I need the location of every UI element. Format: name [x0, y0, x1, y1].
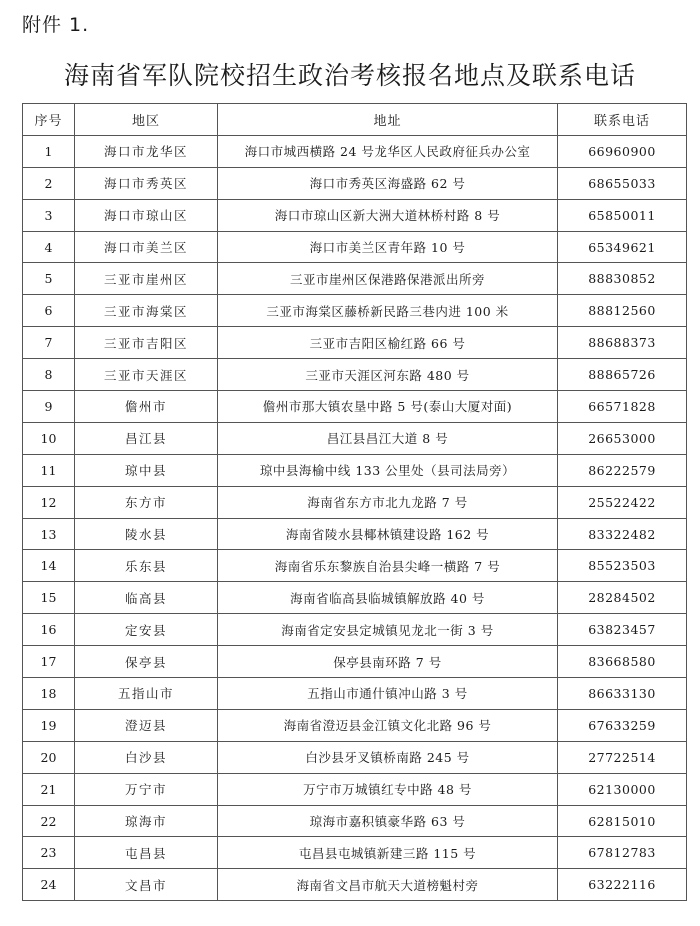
table-row [23, 327, 687, 359]
header-phone: 联系电话 [558, 104, 687, 136]
cell-region: 屯昌县 [75, 837, 218, 869]
cell-no: 23 [23, 837, 75, 869]
cell-address: 五指山市通什镇冲山路 3 号 [218, 678, 558, 710]
table-row [23, 614, 687, 646]
cell-phone: 62130000 [558, 773, 687, 805]
cell-no: 5 [23, 263, 75, 295]
cell-phone: 27722514 [558, 741, 687, 773]
cell-phone: 66571828 [558, 391, 687, 423]
cell-phone: 65850011 [558, 199, 687, 231]
cell-phone: 86633130 [558, 678, 687, 710]
table-row [23, 518, 687, 550]
cell-address: 儋州市那大镇农垦中路 5 号(泰山大厦对面) [218, 391, 558, 423]
cell-region: 保亭县 [75, 646, 218, 678]
cell-phone: 68655033 [558, 167, 687, 199]
cell-phone: 62815010 [558, 805, 687, 837]
cell-address: 海口市美兰区青年路 10 号 [218, 231, 558, 263]
table-row [23, 167, 687, 199]
cell-no: 9 [23, 391, 75, 423]
cell-no: 19 [23, 709, 75, 741]
cell-address: 海南省东方市北九龙路 7 号 [218, 486, 558, 518]
header-address: 地址 [218, 104, 558, 136]
cell-no: 16 [23, 614, 75, 646]
cell-address: 琼海市嘉积镇豪华路 63 号 [218, 805, 558, 837]
cell-address: 三亚市吉阳区榆红路 66 号 [218, 327, 558, 359]
cell-no: 20 [23, 741, 75, 773]
cell-address: 海南省定安县定城镇见龙北一街 3 号 [218, 614, 558, 646]
cell-region: 五指山市 [75, 678, 218, 710]
table-row [23, 199, 687, 231]
cell-region: 文昌市 [75, 869, 218, 901]
table-row [23, 678, 687, 710]
cell-no: 3 [23, 199, 75, 231]
cell-region: 三亚市崖州区 [75, 263, 218, 295]
cell-phone: 65349621 [558, 231, 687, 263]
cell-region: 儋州市 [75, 391, 218, 423]
document-title: 海南省军队院校招生政治考核报名地点及联系电话 [63, 61, 636, 90]
cell-region: 临高县 [75, 582, 218, 614]
cell-region: 三亚市吉阳区 [75, 327, 218, 359]
cell-phone: 88830852 [558, 263, 687, 295]
cell-no: 7 [23, 327, 75, 359]
cell-no: 21 [23, 773, 75, 805]
table-row [23, 741, 687, 773]
table-row [23, 391, 687, 423]
table-row [23, 135, 687, 167]
cell-no: 2 [23, 167, 75, 199]
cell-no: 12 [23, 486, 75, 518]
cell-no: 13 [23, 518, 75, 550]
cell-address: 三亚市海棠区藤桥新民路三巷内进 100 米 [218, 295, 558, 327]
cell-region: 定安县 [75, 614, 218, 646]
table-row [23, 646, 687, 678]
cell-address: 海南省陵水县椰林镇建设路 162 号 [218, 518, 558, 550]
table-row [23, 454, 687, 486]
header-no: 序号 [23, 104, 75, 136]
cell-address: 海南省临高县临城镇解放路 40 号 [218, 582, 558, 614]
cell-region: 琼中县 [75, 454, 218, 486]
table-row [23, 231, 687, 263]
cell-region: 昌江县 [75, 422, 218, 454]
cell-phone: 83322482 [558, 518, 687, 550]
table-row [23, 709, 687, 741]
attachment-label: 附件 1. [22, 14, 90, 36]
cell-region: 海口市美兰区 [75, 231, 218, 263]
cell-no: 17 [23, 646, 75, 678]
table-row [23, 805, 687, 837]
cell-phone: 66960900 [558, 135, 687, 167]
cell-phone: 86222579 [558, 454, 687, 486]
cell-address: 昌江县昌江大道 8 号 [218, 422, 558, 454]
cell-phone: 88865726 [558, 359, 687, 391]
cell-address: 海南省文昌市航天大道榜魁村旁 [218, 869, 558, 901]
cell-no: 14 [23, 550, 75, 582]
table-header-row [23, 104, 687, 136]
cell-phone: 85523503 [558, 550, 687, 582]
registration-table [22, 103, 687, 901]
cell-no: 11 [23, 454, 75, 486]
cell-no: 15 [23, 582, 75, 614]
cell-region: 海口市秀英区 [75, 167, 218, 199]
cell-phone: 63823457 [558, 614, 687, 646]
table-row [23, 837, 687, 869]
cell-region: 澄迈县 [75, 709, 218, 741]
cell-address: 三亚市天涯区河东路 480 号 [218, 359, 558, 391]
cell-phone: 25522422 [558, 486, 687, 518]
cell-address: 屯昌县屯城镇新建三路 115 号 [218, 837, 558, 869]
cell-region: 陵水县 [75, 518, 218, 550]
cell-region: 白沙县 [75, 741, 218, 773]
cell-address: 三亚市崖州区保港路保港派出所旁 [218, 263, 558, 295]
table-row [23, 773, 687, 805]
cell-no: 22 [23, 805, 75, 837]
cell-address: 海口市城西横路 24 号龙华区人民政府征兵办公室 [218, 135, 558, 167]
header-region: 地区 [75, 104, 218, 136]
cell-phone: 67633259 [558, 709, 687, 741]
cell-no: 1 [23, 135, 75, 167]
cell-address: 海口市秀英区海盛路 62 号 [218, 167, 558, 199]
cell-address: 海口市琼山区新大洲大道林桥村路 8 号 [218, 199, 558, 231]
cell-region: 琼海市 [75, 805, 218, 837]
cell-address: 保亭县南环路 7 号 [218, 646, 558, 678]
cell-address: 海南省澄迈县金江镇文化北路 96 号 [218, 709, 558, 741]
table-row [23, 486, 687, 518]
cell-region: 万宁市 [75, 773, 218, 805]
cell-region: 乐东县 [75, 550, 218, 582]
cell-no: 24 [23, 869, 75, 901]
cell-address: 琼中县海榆中线 133 公里处（县司法局旁） [218, 454, 558, 486]
cell-region: 东方市 [75, 486, 218, 518]
table-body [23, 135, 687, 900]
table-row [23, 582, 687, 614]
cell-phone: 83668580 [558, 646, 687, 678]
cell-region: 海口市琼山区 [75, 199, 218, 231]
cell-phone: 88688373 [558, 327, 687, 359]
table-row [23, 869, 687, 901]
table-row [23, 422, 687, 454]
table-row [23, 550, 687, 582]
cell-address: 白沙县牙叉镇桥南路 245 号 [218, 741, 558, 773]
cell-phone: 28284502 [558, 582, 687, 614]
table-row [23, 295, 687, 327]
cell-region: 三亚市海棠区 [75, 295, 218, 327]
cell-region: 三亚市天涯区 [75, 359, 218, 391]
cell-phone: 67812783 [558, 837, 687, 869]
cell-phone: 88812560 [558, 295, 687, 327]
cell-phone: 26653000 [558, 422, 687, 454]
cell-phone: 63222116 [558, 869, 687, 901]
cell-no: 8 [23, 359, 75, 391]
cell-no: 6 [23, 295, 75, 327]
cell-no: 10 [23, 422, 75, 454]
cell-address: 万宁市万城镇红专中路 48 号 [218, 773, 558, 805]
cell-address: 海南省乐东黎族自治县尖峰一横路 7 号 [218, 550, 558, 582]
cell-region: 海口市龙华区 [75, 135, 218, 167]
table-row [23, 359, 687, 391]
cell-no: 4 [23, 231, 75, 263]
cell-no: 18 [23, 678, 75, 710]
table-row [23, 263, 687, 295]
